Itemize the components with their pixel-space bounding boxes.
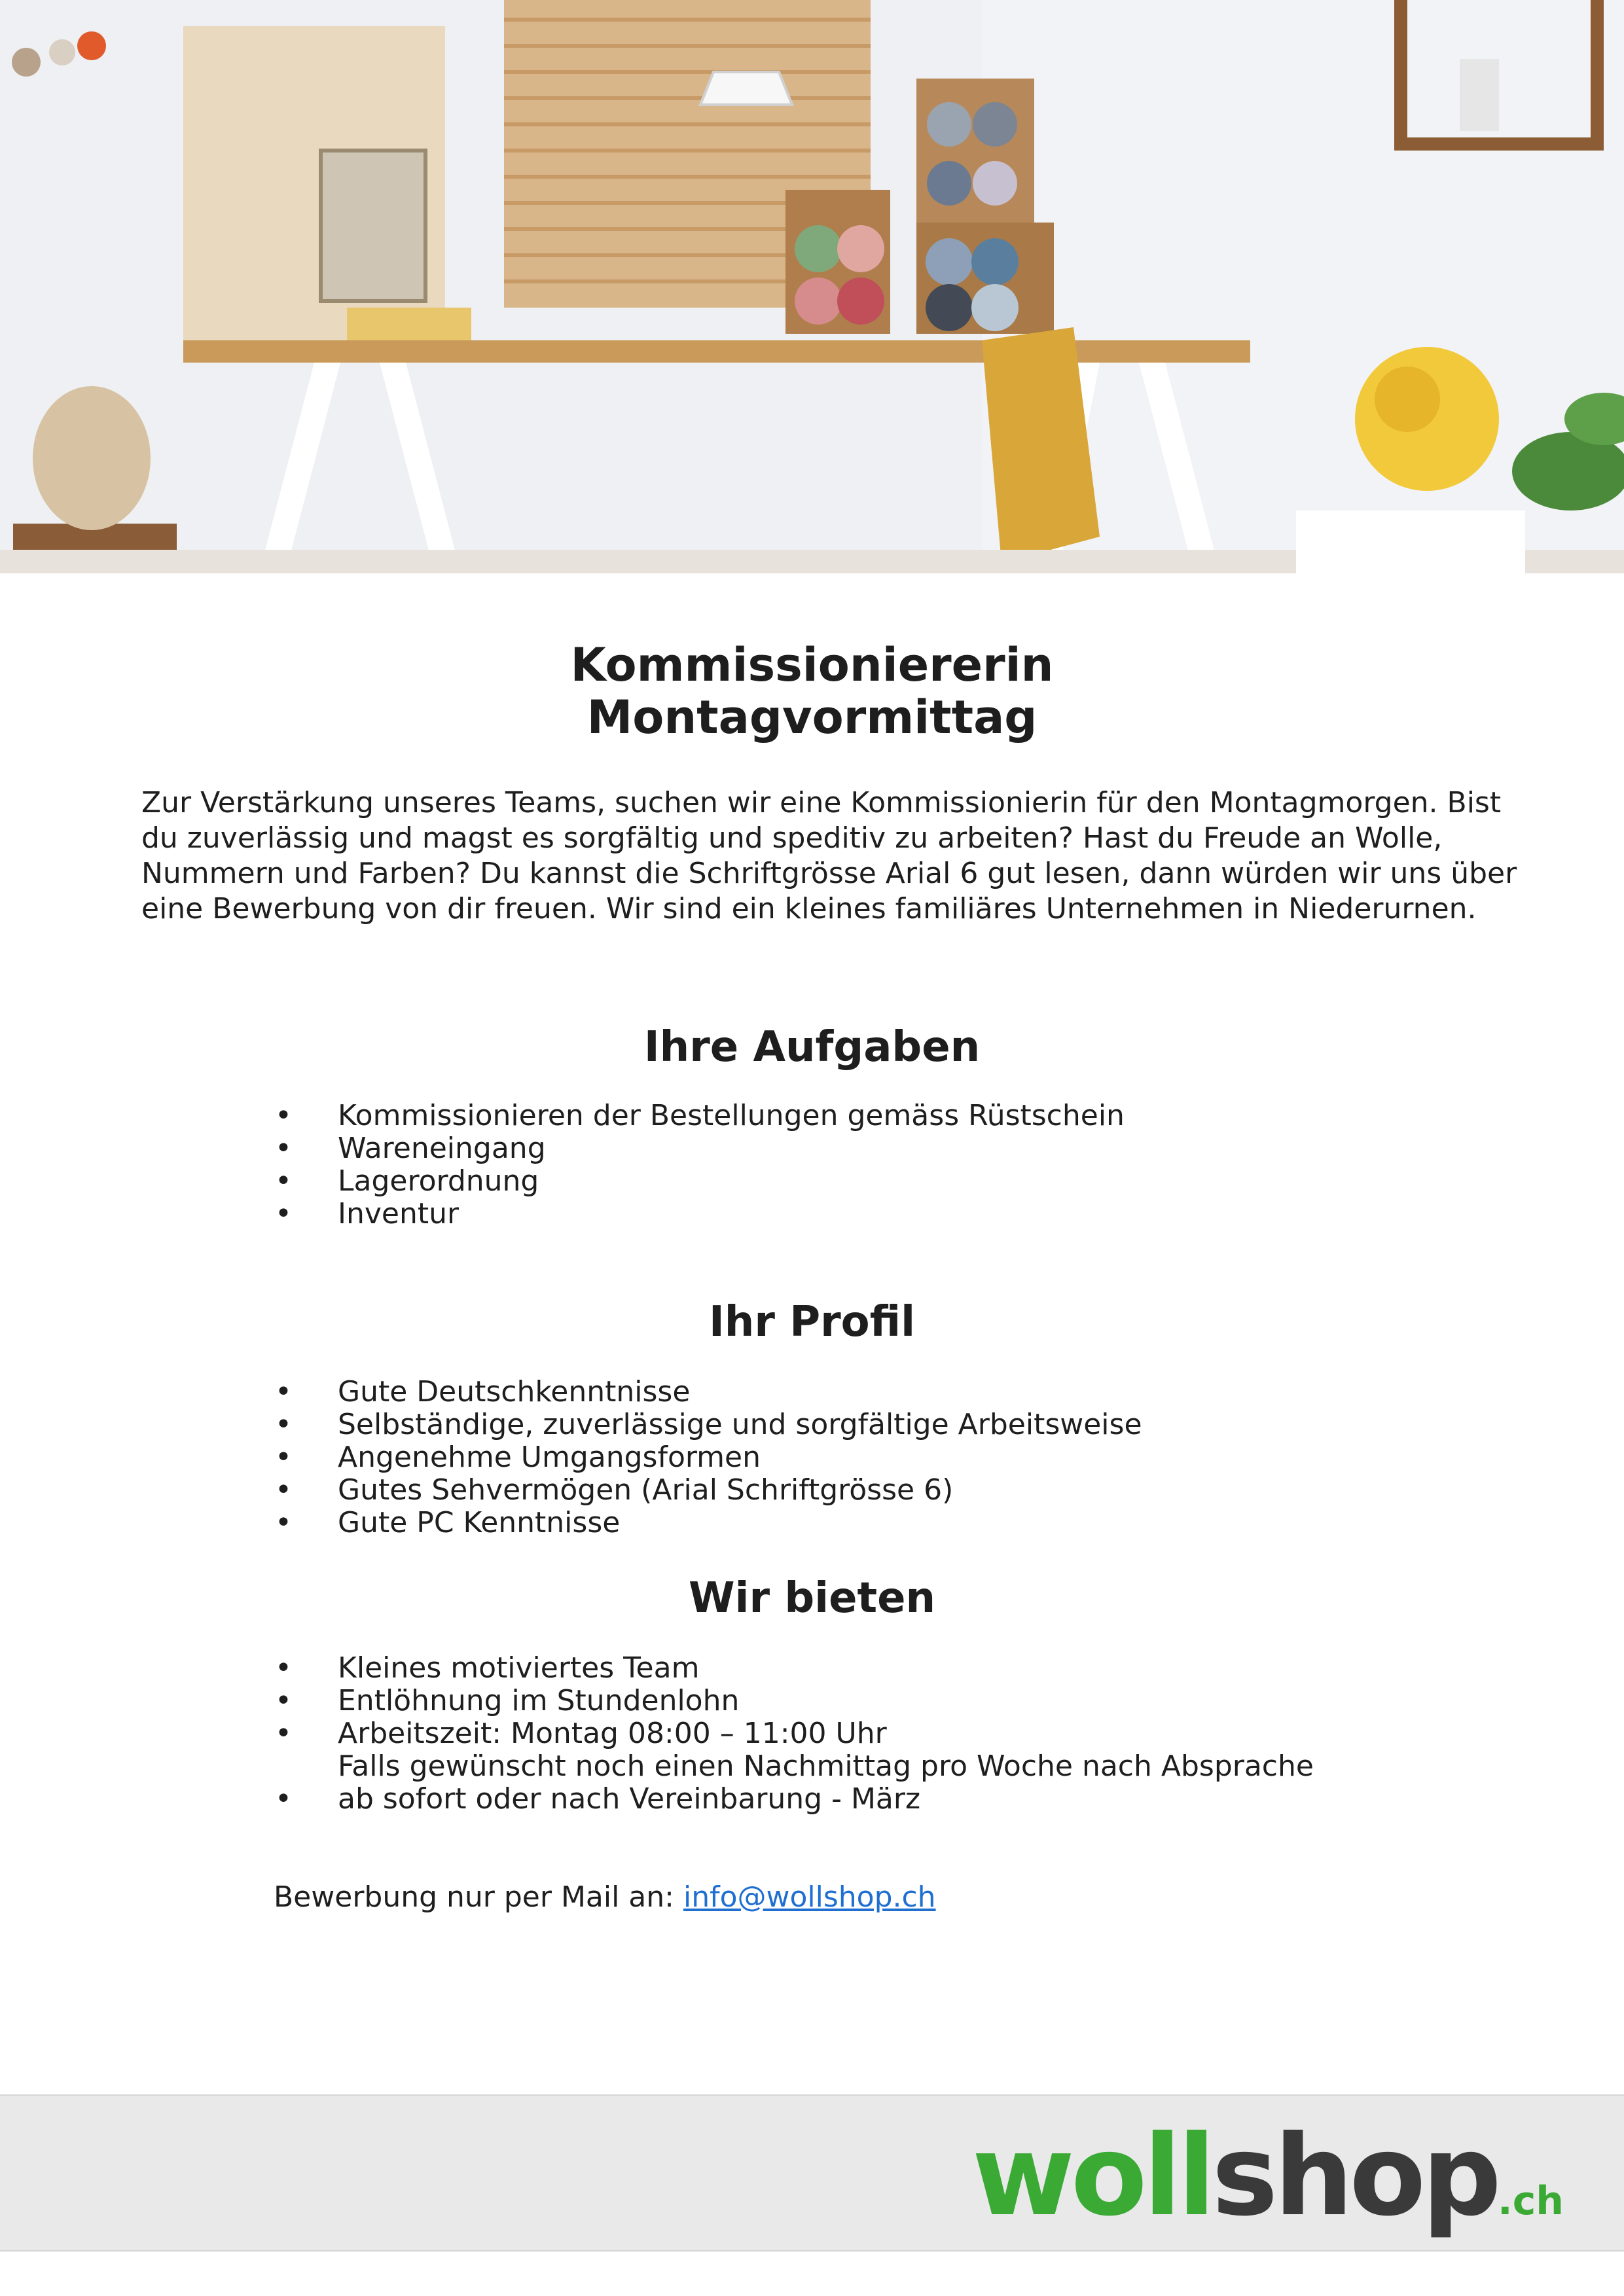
bullet-icon: • — [275, 1651, 292, 1685]
logo-part-ch: .ch — [1497, 2178, 1564, 2224]
photo-icon — [0, 0, 1624, 573]
bullet-icon: • — [275, 1132, 292, 1165]
list-item-subline: Falls gewünscht noch einen Nachmittag pro Woche nach Absprache — [338, 1749, 1314, 1783]
bullet-icon: • — [275, 1197, 292, 1230]
bullet-icon: • — [275, 1717, 292, 1750]
heading-bieten: Wir bieten — [688, 1574, 936, 1623]
heading-aufgaben: Ihre Aufgaben — [643, 1023, 981, 1071]
list-bieten — [274, 1652, 1314, 1816]
bullet-icon: • — [275, 1408, 292, 1441]
heading-profil: Ihr Profil — [708, 1298, 916, 1346]
bullet-icon: • — [275, 1473, 292, 1507]
list-item: • Angenehme Umgangsformen — [274, 1441, 1142, 1474]
list-item: • Lagerordnung — [274, 1165, 1125, 1198]
logo-part-shop: shop — [1212, 2111, 1498, 2241]
list-item: • Gute Deutschkenntnisse — [274, 1376, 1142, 1408]
list-item: • Wareneingang — [274, 1132, 1125, 1165]
intro-paragraph: Zur Verstärkung unseres Teams, suchen wir eine Kommissionierin für den Montagmorgen. Bist du zuverlässig und magst es sorgfältig und speditiv zu arbeiten? Hast du Freude an Wolle, Nummern und Farben? Du kannst die Schriftgrösse Arial 6 gut lesen, dann würden wir uns über eine Bewerbung von dir freuen. Wir sind ein kleines familiäres Unternehmen in Niederurnen. — [141, 786, 1517, 925]
bullet-icon: • — [275, 1164, 292, 1198]
list-item: • Arbeitszeit: Montag 08:00 – 11:00 Uhr Falls gewünscht noch einen Nachmittag pro Woche nach Absprache — [274, 1717, 1314, 1783]
bullet-icon: • — [275, 1375, 292, 1408]
bullet-icon: • — [275, 1441, 292, 1474]
list-profil — [274, 1376, 1142, 1539]
job-title-line1: Kommissioniererin — [570, 638, 1054, 692]
logo-part-woll: woll — [971, 2111, 1212, 2241]
bullet-icon: • — [275, 1099, 292, 1132]
wollshop-logo — [971, 2111, 1564, 2241]
list-aufgaben — [274, 1100, 1125, 1230]
job-title-line2: Montagvormittag — [586, 691, 1038, 744]
list-item: • Selbständige, zuverlässige und sorgfältige Arbeitsweise — [274, 1408, 1142, 1441]
job-title — [0, 639, 1624, 744]
list-item: • Inventur — [274, 1198, 1125, 1230]
bullet-icon: • — [275, 1506, 292, 1539]
list-item: • Gutes Sehvermögen (Arial Schriftgrösse 6) — [274, 1474, 1142, 1507]
list-item: • Gute PC Kenntnisse — [274, 1507, 1142, 1539]
bullet-icon: • — [275, 1782, 292, 1816]
list-item: • ab sofort oder nach Vereinbarung - März — [274, 1783, 1314, 1816]
application-text: Bewerbung nur per Mail an: — [274, 1880, 683, 1914]
list-item: • Kommissionieren der Bestellungen gemäss Rüstschein — [274, 1100, 1125, 1132]
hero-image — [0, 0, 1624, 573]
list-item: • Kleines motiviertes Team — [274, 1652, 1314, 1685]
email-link[interactable]: info@wollshop.ch — [683, 1880, 936, 1914]
footer-band — [0, 2094, 1624, 2251]
application-note — [274, 1880, 936, 1915]
list-item: • Entlöhnung im Stundenlohn — [274, 1685, 1314, 1717]
bullet-icon: • — [275, 1684, 292, 1717]
